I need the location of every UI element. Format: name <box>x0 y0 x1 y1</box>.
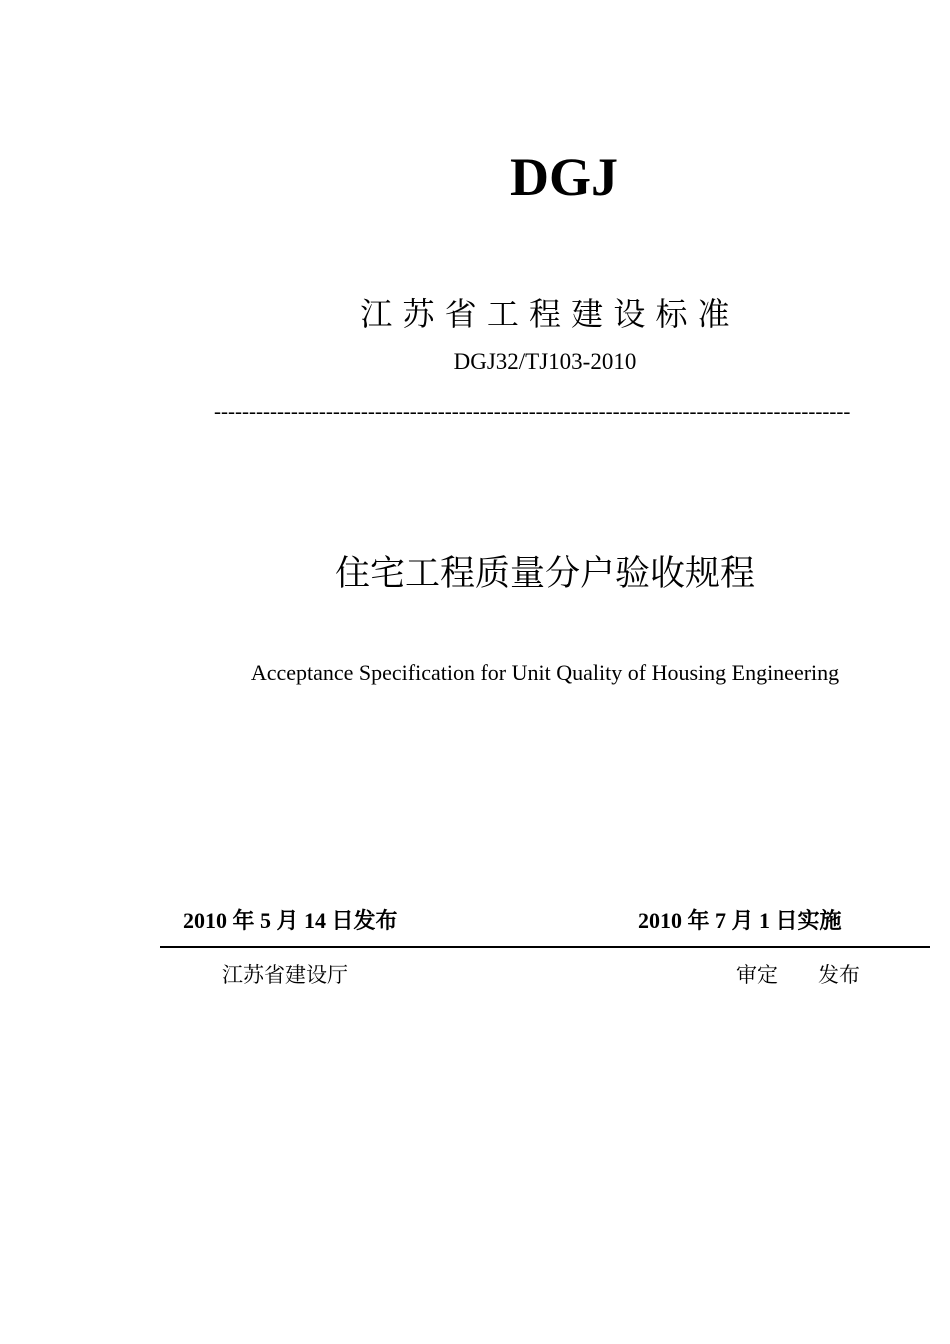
dashed-divider: ------------------------------------------------------------------------------------------- <box>214 399 851 423</box>
standard-number: DGJ32/TJ103-2010 <box>453 349 637 374</box>
document-title-english: Acceptance Specification for Unit Quality of Housing Engineering <box>250 660 840 685</box>
document-title-chinese: 住宅工程质量分户验收规程 <box>334 554 755 594</box>
issuing-authority: 江苏省建设厅 <box>222 963 348 987</box>
standard-category: 江 苏 省 工 程 建 设 标 准 <box>360 295 730 333</box>
approval-note: 审定 发布 <box>736 963 861 987</box>
effective-date: 2010 年 7 月 1 日实施 <box>638 908 842 933</box>
standard-mark: DGJ <box>510 147 618 207</box>
footer-divider <box>160 946 930 948</box>
issue-date: 2010 年 5 月 14 日发布 <box>183 908 398 933</box>
